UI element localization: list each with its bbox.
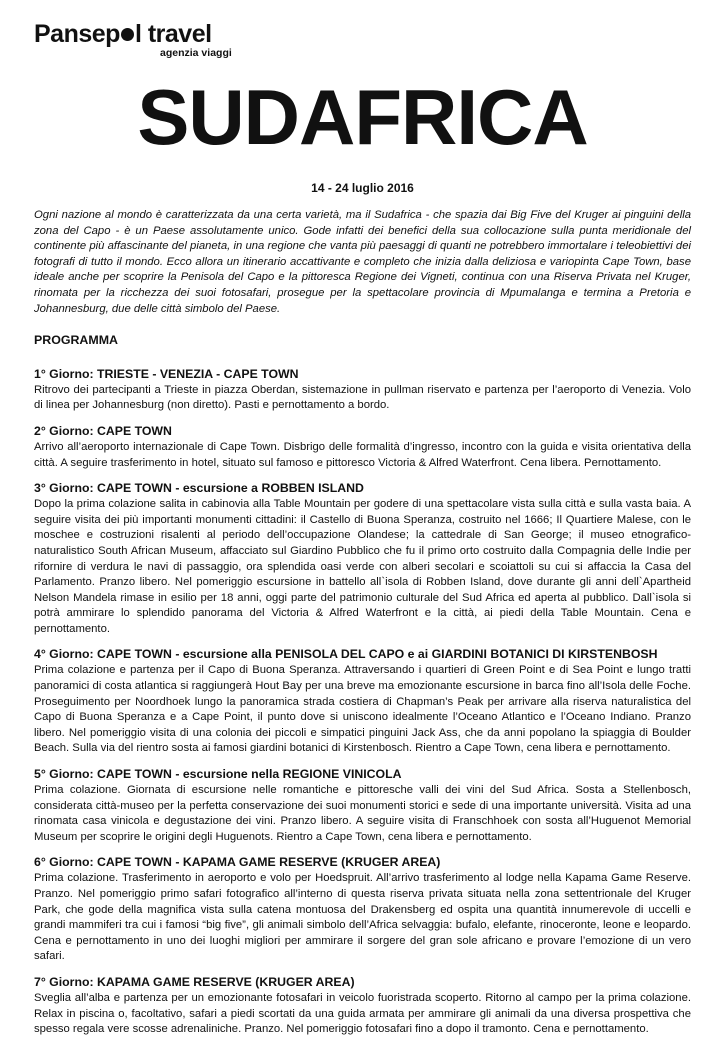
day-3-title: 3° Giorno: CAPE TOWN - escursione a ROBBEN ISLAND bbox=[34, 481, 364, 496]
day-5-text: Prima colazione. Giornata di escursione nelle romantiche e pittoresche valli dei vini del Sud Africa. Sosta a Stellenbosch, considerata città-museo per la perfetta conservazione dei suoi monumenti storici e sede di una importante università. Visita ad una rinomata casa vinicola e degustazione dei vini. Pranzo libero. A seguire visita di Franschhoek con sosta all’Huguenot Memorial Museum per scoprire le origini degli Huguenots. Rientro a Cape Town, cena libera e pernottamento. bbox=[34, 784, 691, 843]
day-4-title: 4° Giorno: CAPE TOWN - escursione alla PENISOLA DEL CAPO e ai GIARDINI BOTANICI DI KIRSTENBOSH bbox=[34, 647, 658, 662]
brand-name-part2: l travel bbox=[134, 20, 212, 48]
day-3-text: Dopo la prima colazione salita in cabinovia alla Table Mountain per godere di una spettacolare vista sulla città e sulla vasta baia. A seguire visita dei più importanti monumenti cittadini: il Castello di Buona Speranza, costruito nel 1666; Il Quartiere Malese, con le moschee e costruzioni risalenti al periodo dell’occupazione Olandese; la cattedrale di San George; il museo etnografico-naturalistico South African Museum, affacciato sul Giardino Pubblico che fu il primo orto costruito dalla Compagnia delle Indie per rifornire di verdura le navi di passaggio, ora splendida oasi verde con alberi secolari e scoiattoli su cui si affaccia la Casa del Parlamento. Pranzo libero. Nel pomeriggio escursione in battello all`isola di Robben Island, dove durante gli anni dell`Apartheid Nelson Mandela rimase in esilio per 18 anni, oggi parte del patrimonio culturale del Sud Africa ed aperta al pubblico. Dall`isola si potrà ammirare lo splendido panorama del Victoria & Alfred Waterfront e la città, ai piedi della Table Mountain. Cena e pernottamento. bbox=[34, 498, 691, 635]
day-2-title: 2° Giorno: CAPE TOWN bbox=[34, 423, 172, 438]
page-title: SUDAFRICA bbox=[137, 73, 588, 161]
day-5-title: 5° Giorno: CAPE TOWN - escursione nella REGIONE VINICOLA bbox=[34, 767, 402, 782]
document-body bbox=[34, 208, 691, 1038]
brand-logo bbox=[34, 20, 274, 66]
logo-dot-icon bbox=[121, 28, 134, 41]
brand-name-part1: Pansep bbox=[34, 20, 120, 48]
day-2-text: Arrivo all’aeroporto internazionale di Cape Town. Disbrigo delle formalità d’ingresso, incontro con la guida e visita orientativa della città. A seguire trasferimento in hotel, situato sul famoso e pittoresco Victoria & Alfred Waterfront. Cena libera. Pernottamento. bbox=[34, 440, 691, 469]
day-6-title: 6° Giorno: CAPE TOWN - KAPAMA GAME RESERVE (KRUGER AREA) bbox=[34, 855, 441, 870]
brand-name bbox=[34, 20, 212, 49]
day-1-title: 1° Giorno: TRIESTE - VENEZIA - CAPE TOWN bbox=[34, 366, 299, 381]
day-4-text: Prima colazione e partenza per il Capo di Buona Speranza. Attraversando i quartieri di Green Point e di Sea Point e lungo tratti panoramici di costa atlantica si raggiungerà Hout Bay per una breve ma emozionante escursione in barca fino all’Isola delle Foche. Proseguimento per Noordhoek lungo la panoramica strada costiera di Chapman’s Peak per arrivare alla riserva naturalistica del Capo di Buona Speranza e a Cape Point, il punto dove si uniscono idealmente l’Oceano Atlantico e l’Oceano Indiano. Pranzo libero. Nel pomeriggio visita di una colonia dei piccoli e simpatici pinguini Jack Ass, che da anni popolano la spiaggia di Boulder Beach. Sulla via del rientro sosta ai famosi giardini botanici di Kirstenbosch. Rientro a Cape Town, cena libera e pernottamento. bbox=[34, 664, 691, 755]
day-7-text: Sveglia all’alba e partenza per un emozionante fotosafari in veicolo fuoristrada scoperto. Ritorno al campo per la prima colazione. Relax in piscina o, facoltativo, safari a piedi scortati da una guida armata per ammirare gli animali da una diversa prospettiva che spesso regala vere scosse adrenaliniche. Pranzo. Nel pomeriggio fotosafari fino a dopo il tramonto. Cena e pernottamento. bbox=[34, 991, 691, 1036]
brand-tagline: agenzia viaggi bbox=[160, 47, 232, 59]
day-1-text: Ritrovo dei partecipanti a Trieste in piazza Oberdan, sistemazione in pullman riservato e partenza per l’aeroporto di Venezia. Volo di linea per Johannesburg (non diretto). Pasti e pernottamento a bordo. bbox=[34, 383, 691, 412]
trip-dates: 14 - 24 luglio 2016 bbox=[311, 181, 414, 195]
day-6-text: Prima colazione. Trasferimento in aeroporto e volo per Hoedspruit. All’arrivo trasferimento al lodge nella Kapama Game Reserve. Pranzo. Nel pomeriggio primo safari fotografico all’interno di questa riserva privata situata nella zona settentrionale del Kruger Park, che gode della magnifica vista sulla catena montuosa del Drakensberg ed ospita una quantità innumerevole di uccelli e grandi mammiferi tra cui i famosi “big five”, gli animali simbolo dell’Africa selvaggia: bufalo, elefante, rinoceronte, leone e leopardo. Cena e pernottamento in uno dei luoghi migliori per ammirare il sorgere del gran sole africano e provare l’emozione di un vero safari. bbox=[34, 872, 691, 963]
intro-paragraph: Ogni nazione al mondo è caratterizzata da una certa varietà, ma il Sudafrica - che spazia dai Big Five del Kruger ai pinguini della zona del Capo - è un Paese assolutamente unico. Gode infatti dei benefici della sua collocazione sulla punta meridionale del continente più affascinante del pianeta, in una regione che vanta più paesaggi di quanti ne potrebbero immortalare i teleobiettivi dei fotografi di tutto il mondo. Ecco allora un itinerario accattivante e completo che inizia dalla deliziosa e variopinta Cape Town, base ideale anche per scoprire la Penisola del Capo e la pittoresca Regione dei Vigneti, continua con una Riserva Privata nel Kruger, rinomata per la ricchezza dei suoi fotosafari, prosegue per la spettacolare provincia di Mpumalanga e termina a Pretoria e Johannesburg, due delle città simbolo del Paese. bbox=[34, 209, 691, 315]
programma-heading: PROGRAMMA bbox=[34, 333, 118, 348]
day-7-title: 7° Giorno: KAPAMA GAME RESERVE (KRUGER AREA) bbox=[34, 974, 355, 989]
